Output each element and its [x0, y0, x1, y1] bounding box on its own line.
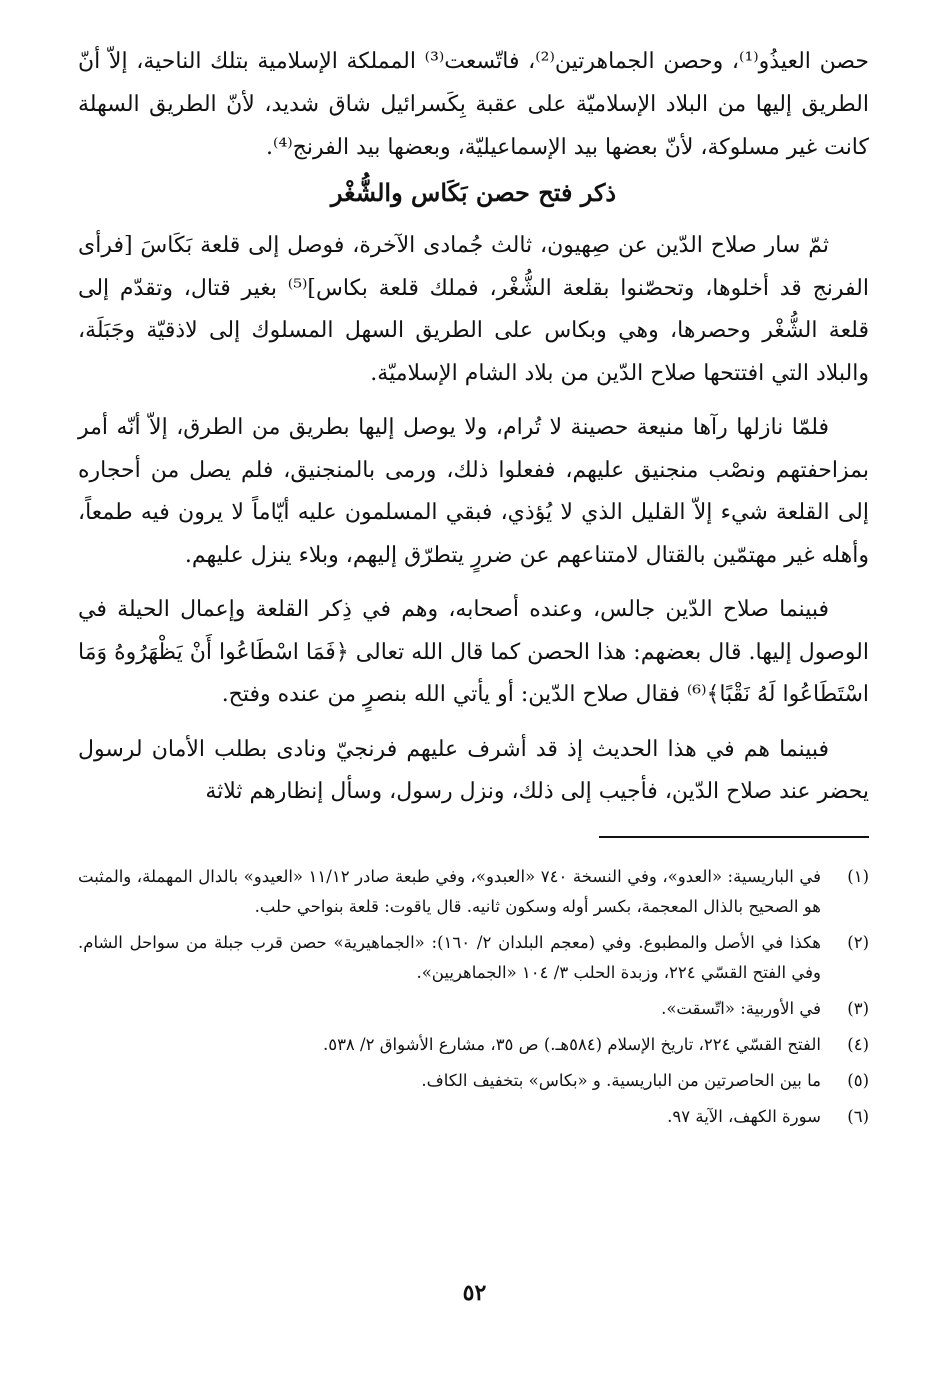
footnote-5 — [78, 1066, 869, 1096]
footnote-text: ما بين الحاصرتين من الباريسية. و «بكاس» بتخفيف الكاف. — [421, 1070, 821, 1090]
paragraph-4: فبينما هم في هذا الحديث إذ قد أشرف عليهم فرنجيّ ونادى بطلب الأمان لرسول يحضر عند صلاح الدّين، فأجيب إلى ذلك، ونزل رسول، وسأل إنظارهم ثلاثة — [78, 736, 869, 804]
footnote-text: الفتح القسّي ٢٢٤، تاريخ الإسلام (٥٨٤هـ.) ص ٣٥، مشارع الأشواق ٢/ ٥٣٨. — [322, 1034, 821, 1054]
footnote-number: (٤) — [847, 1034, 869, 1054]
footnote-separator — [599, 836, 869, 838]
footnote-1 — [78, 862, 869, 922]
lead-paragraph: حصن العيذُو⁽¹⁾، وحصن الجماهرتين⁽²⁾، فاتّسعت⁽³⁾ المملكة الإسلامية بتلك الناحية، إلاّ أنّ الطريق إليها من البلاد الإسلاميّة على عقبة بِكَسرائيل شاق شديد، لأنّ الطريق السهلة كانت غير مسلوكة، لأنّ بعضها بيد الإسماعيليّة، وبعضها بيد الفرنج⁽⁴⁾. — [78, 49, 869, 160]
page-number: ٥٢ — [462, 1280, 487, 1306]
body-text — [78, 225, 869, 814]
footnote-4 — [78, 1030, 869, 1060]
footnote-text: سورة الكهف، الآية ٩٧. — [667, 1106, 821, 1126]
footnote-separator-wrap — [78, 826, 869, 862]
footnote-3 — [78, 994, 869, 1024]
footnote-text: في الباريسية: «العدو»، وفي النسخة ٧٤٠ «العبدو»، وفي طبعة صادر ١١/١٢ «العيدو» بالدال المهملة، والمثبت هو الصحيح بالذال المعجمة، بكسر أوله وسكون ثانيه. قال ياقوت: قلعة بنواحي حلب. — [78, 866, 821, 916]
footnote-number: (٥) — [847, 1070, 869, 1090]
footnote-number: (٦) — [847, 1106, 869, 1126]
footnote-text: هكذا في الأصل والمطبوع. وفي (معجم البلدان ٢/ ١٦٠): «الجماهيرية» حصن قرب جبلة من سواحل الشام. وفي الفتح القسّي ٢٢٤، وزبدة الحلب ٣/ ١٠٤ «الجماهريين». — [78, 932, 821, 982]
footnotes — [78, 862, 869, 1132]
paragraph-2: فلمّا نازلها رآها منيعة حصينة لا تُرام، ولا يوصل إليها بطريق من الطرق، إلاّ أنّه أمر بمزاحفتهم ونصْب منجنيق عليهم، ففعلوا ذلك، ورمى بالمنجنيق، فلم يصل من أحجاره إلى القلعة شيء إلاّ القليل الذي لا يُؤذي، فبقي المسلمون عليه أيّاماً لا يرون فيه طمعاً، وأهله غير مهتمّين بالقتال لامتناعهم عن ضررٍ يتطرّق إليهم، وبلاء ينزل عليهم. — [78, 415, 869, 568]
footnote-text: في الأوربية: «اتّسقت». — [661, 998, 821, 1018]
paragraph-3: فبينما صلاح الدّين جالس، وعنده أصحابه، وهم في ذِكر القلعة وإعمال الحيلة في الوصول إليها. قال بعضهم: هذا الحصن كما قال الله تعالى ﴿فَمَا اسْطَاعُوا أَنْ يَظْهَرُوهُ وَمَا اسْتَطَاعُوا لَهُ نَقْبًا﴾⁽⁶⁾ فقال صلاح الدّين: أو يأتي الله بنصرٍ من عنده وفتح. — [78, 597, 869, 707]
footnote-6 — [78, 1102, 869, 1132]
section-heading: ذكر فتح حصن بَكَاس والشُّغْر — [330, 178, 617, 207]
footnote-number: (١) — [847, 866, 869, 886]
paragraph-1: ثمّ سار صلاح الدّين عن صِهيون، ثالث جُمادى الآخرة، فوصل إلى قلعة بَكَاسَ [فرأى الفرنج قد أخلوها، وتحصّنوا بقلعة الشُّغْر، فملك قلعة بكاس]⁽⁵⁾ بغير قتال، وتقدّم إلى قلعة الشُّغْر وحصرها، وهي وبكاس على الطريق السهل المسلوك إلى لاذقيّة وجَبَلَة، والبلاد التي افتتحها صلاح الدّين من بلاد الشام الإسلاميّة. — [78, 233, 870, 386]
footnote-2 — [78, 928, 869, 988]
footnote-number: (٣) — [847, 998, 869, 1018]
footnote-number: (٢) — [847, 932, 869, 952]
